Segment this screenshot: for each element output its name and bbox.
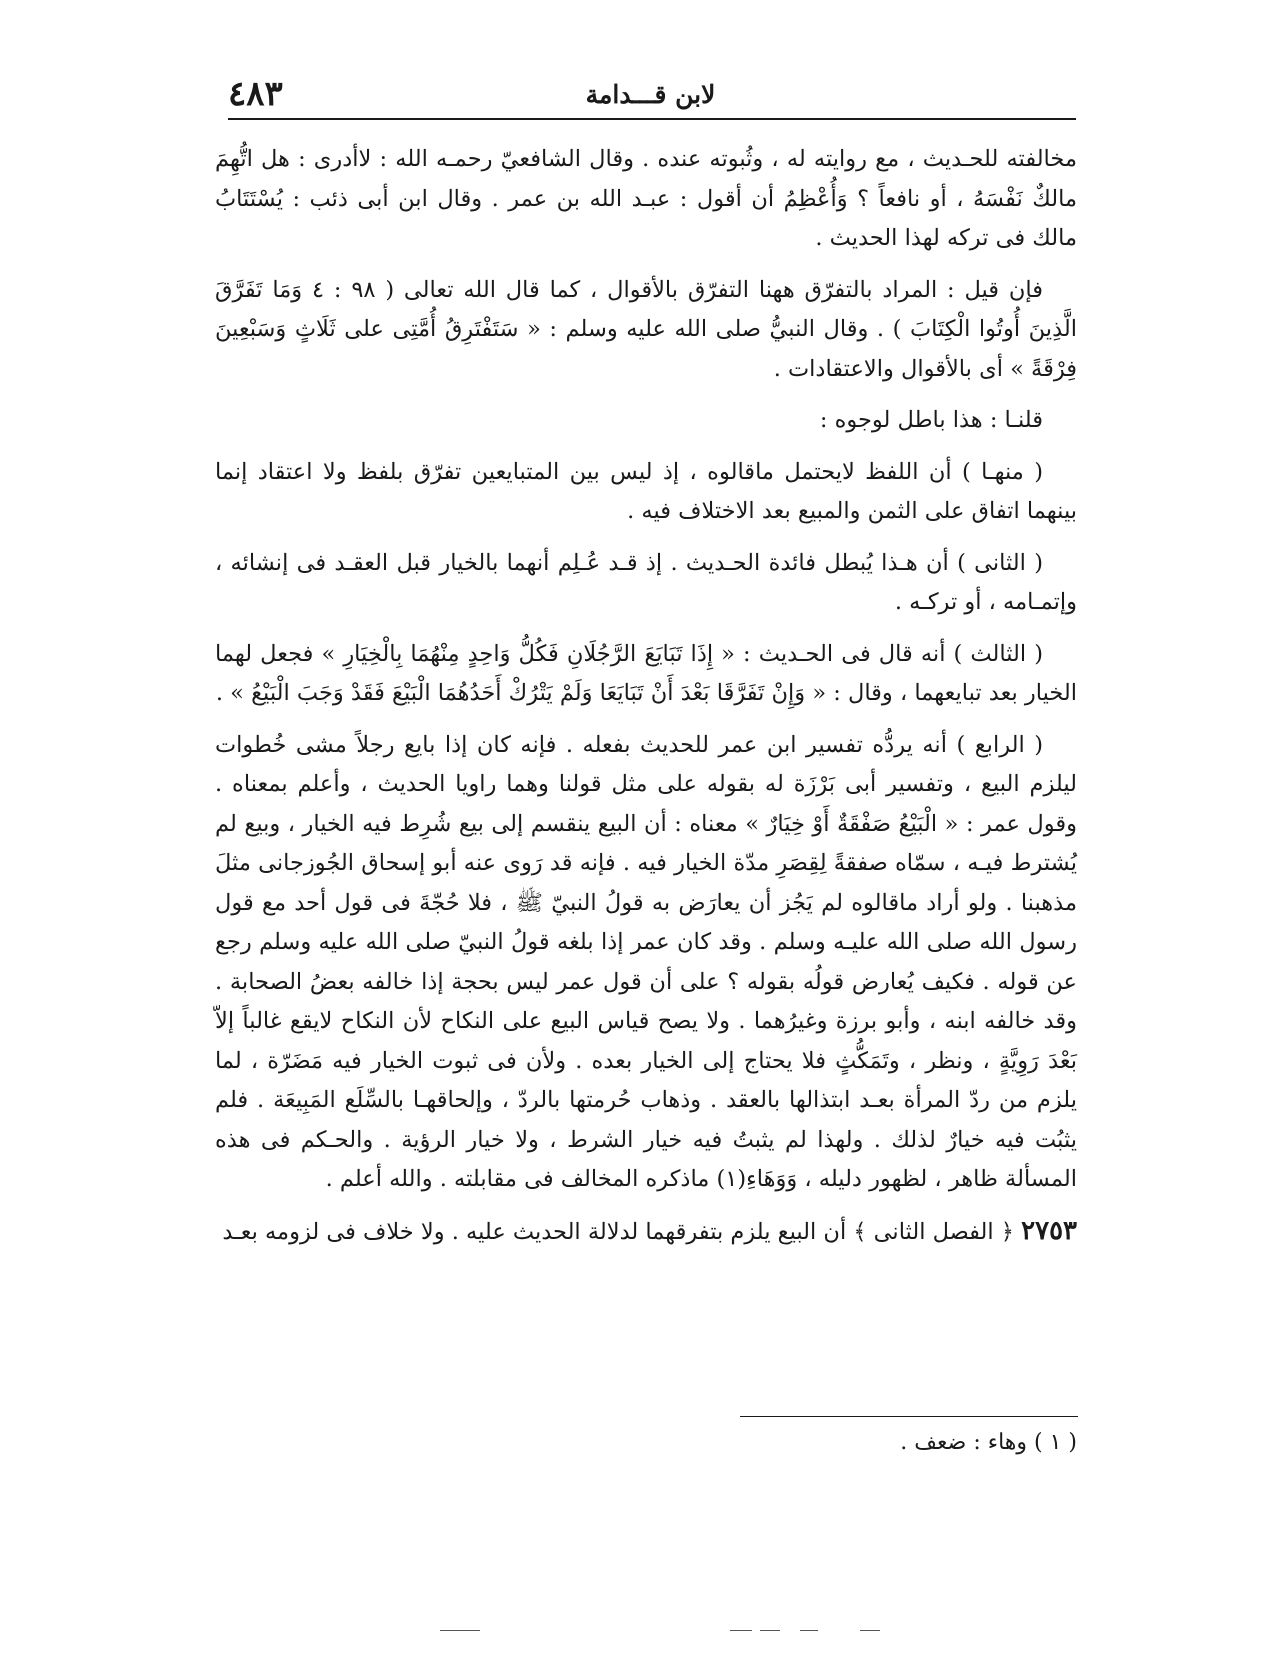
main-text <box>215 140 1077 1264</box>
paragraph-5: ( الثانى ) أن هـذا يُبطل فائدة الحـديث . إذ قـد عُـلِم أنهما بالخيار قبل العقـد فى إنشائه ، وإتمـامه ، أو تركـه . <box>215 549 1077 615</box>
scan-mark <box>800 1630 818 1631</box>
header-rule <box>228 118 1076 120</box>
page-number: ٤٨٣ <box>228 74 283 114</box>
paragraph-6: ( الثالث ) أنه قال فى الحـديث : « إِذَا تَبَايَعَ الرَّجُلَانِ فَكُلُّ وَاحِدٍ مِنْهُمَا بِالْخِيَارِ » فجعل لهما الخيار بعد تبايعهما ، وقال : « وَإِنْ تَفَرَّقَا بَعْدَ أَنْ تَبَايَعَا وَلَمْ يَتْرُكْ أَحَدُهُمَا الْبَيْعَ فَقَدْ وَجَبَ الْبَيْعُ » . <box>215 640 1077 706</box>
section-paragraph <box>215 1212 1077 1253</box>
section-text: ﴿ الفصل الثانى ﴾ أن البيع يلزم بتفرقهما لدلالة الحديث عليه . ولا خلاف فى لزومه بعـد <box>222 1218 1014 1245</box>
paragraph-3: قلنـا : هذا باطل لوجوه : <box>819 407 1043 433</box>
scan-mark <box>760 1630 780 1631</box>
paragraph-4: ( منهـا ) أن اللفظ لايحتمل ماقالوه ، إذ ليس بين المتبايعين تفرّق بلفظ ولا اعتقاد إنما بينهما اتفاق على الثمن والمبيع بعد الاختلاف فيه . <box>215 458 1077 524</box>
footnote: ( ١ ) وهاء : ضعف . <box>900 1430 1077 1455</box>
page-header <box>228 70 1073 114</box>
section-number: ٢٧٥٣ <box>1021 1215 1077 1246</box>
scan-marks <box>0 1630 1265 1636</box>
footnote-rule <box>740 1416 1078 1417</box>
scan-mark <box>860 1630 880 1631</box>
running-title: لابن قـــدامة <box>585 80 716 109</box>
paragraph-2: فإن قيل : المراد بالتفرّق ههنا التفرّق بالأقوال ، كما قال الله تعالى ( ٩٨ : ٤ وَمَا تَفَرَّقَ الَّذِينَ أُوتُوا الْكِتَابَ ) . وقال النبيُّ صلى الله عليه وسلم : « سَتَفْتَرِقُ أُمَّتِى على ثَلَاثٍ وَسَبْعِينَ فِرْقَةً » أى بالأقوال والاعتقادات . <box>215 276 1077 382</box>
paragraph-1: مخالفته للحـديث ، مع روايته له ، وثُبوته عنده . وقال الشافعيّ رحمـه الله : لاأدرى : هل اتُّهِمَ مالكٌ نَفْسَهُ ، أو نافعاً ؟ وَأُعْظِمُ أن أقول : عبـد الله بن عمر . وقال ابن أبى ذئب : يُسْتَتَابُ مالك فى تركه لهذا الحديث . <box>215 146 1077 251</box>
scan-mark <box>440 1630 480 1631</box>
scan-mark <box>730 1630 752 1631</box>
paragraph-7: ( الرابع ) أنه يردُّه تفسير ابن عمر للحديث بفعله . فإنه كان إذا بايع رجلاً مشى خُطوات ليلزم البيع ، وتفسير أبى بَرْزَة له بقوله على مثل قولنا وهما راويا الحديث ، وأعلم بمعناه . وقول عمر : « الْبَيْعُ صَفْقَةٌ أَوْ خِيَارٌ » معناه : أن البيع ينقسم إلى بيع شُرِط فيه الخيار ، وبيع لم يُشترط فيـه ، سمّاه صفقةً لِقِصَرِ مدّة الخيار فيه . فإنه قد رَوى عنه أبو إسحاق الجُوزجانى مثلَ مذهبنا . ولو أراد ماقالوه لم يَجُز أن يعارَض به قولُ النبيّ ﷺ ، فلا حُجّةَ فى قول أحد مع قول رسول الله صلى الله عليـه وسلم . وقد كان عمر إذا بلغه قولُ النبيّ صلى الله عليه وسلم رجع عن قوله . فكيف يُعارض قولُه بقوله ؟ على أن قول عمر ليس بحجة إذا خالفه بعضُ الصحابة . وقد خالفه ابنه ، وأبو برزة وغيرُهما . ولا يصح قياس البيع على النكاح لأن النكاح لايقع غالباً إلاّ بَعْدَ رَوِيَّةٍ ، ونظر ، وتَمَكُّثٍ فلا يحتاج إلى الخيار بعده . ولأن فى ثبوت الخيار فيه مَضَرّة ، لما يلزم من ردّ المرأة بعـد ابتذالها بالعقد . وذهاب حُرمتها بالردّ ، وإلحاقهـا بالسِّلَع المَبِيعَة . فلم يثبُت فيه خيارٌ لذلك . ولهذا لم يثبتُ فيه خيار الشرط ، ولا خيار الرؤية . والحـكم فى هذه المسألة ظاهر ، لظهور دليله ، وَوَهَاءِ(١) ماذكره المخالف فى مقابلته . والله أعلم . <box>215 731 1077 1192</box>
